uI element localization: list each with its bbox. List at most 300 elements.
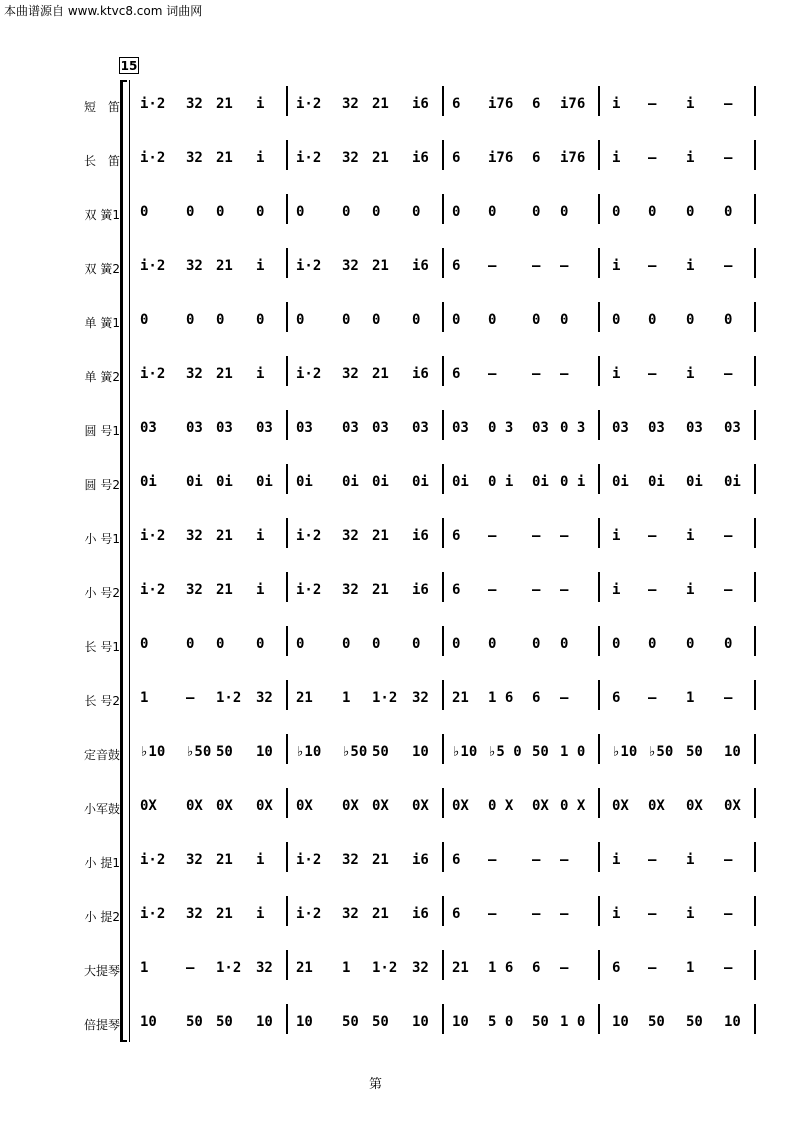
note-group: 0i — [412, 474, 429, 490]
note-group: i·2 — [296, 150, 322, 166]
note-group: 32 — [186, 906, 203, 922]
barline — [286, 464, 288, 494]
note-group: 0i — [372, 474, 389, 490]
note-group: 21 — [372, 366, 389, 382]
note-group: 21 — [216, 906, 233, 922]
note-group: 0 — [648, 636, 657, 652]
instrument-label: 长 号1 — [84, 640, 120, 654]
note-group: i — [256, 582, 265, 598]
watermark-text: 本曲谱源自 www.ktvc8.com 词曲网 — [4, 4, 203, 18]
note-group: 1·2 — [216, 960, 242, 976]
note-group: – — [724, 582, 733, 598]
note-group: 03 — [372, 420, 389, 436]
note-group: 1 — [342, 690, 351, 706]
note-group: 50 — [216, 1014, 233, 1030]
note-group: 0X — [296, 798, 313, 814]
note-group: – — [532, 258, 541, 274]
note-group: 0 i — [560, 474, 586, 490]
note-group: 0 — [140, 204, 149, 220]
note-group: i — [256, 366, 265, 382]
note-group: – — [560, 690, 569, 706]
note-group: i·2 — [140, 852, 166, 868]
barline — [286, 518, 288, 548]
note-group: – — [724, 852, 733, 868]
barline — [754, 86, 756, 116]
note-group: i6 — [412, 582, 429, 598]
note-group: 0 — [342, 204, 351, 220]
note-group: 0 — [532, 636, 541, 652]
note-group: i·2 — [140, 906, 166, 922]
barline — [442, 680, 444, 710]
barline — [286, 680, 288, 710]
note-group: 03 — [256, 420, 273, 436]
note-group: – — [648, 150, 657, 166]
note-group: 5 0 — [488, 1014, 514, 1030]
note-group: 0 — [648, 204, 657, 220]
note-group: 0i — [140, 474, 157, 490]
note-group: – — [186, 690, 195, 706]
note-group: i76 — [488, 96, 514, 112]
note-group: 1 6 — [488, 960, 514, 976]
note-group: – — [648, 582, 657, 598]
barline — [286, 734, 288, 764]
note-group: ♭10 — [296, 744, 322, 760]
note-group: 0 — [612, 312, 621, 328]
barline — [754, 194, 756, 224]
note-group: – — [532, 852, 541, 868]
barline — [598, 140, 600, 170]
staff-row — [0, 952, 792, 1006]
note-group: 03 — [724, 420, 741, 436]
note-group: – — [648, 906, 657, 922]
note-group: i — [256, 906, 265, 922]
note-group: i6 — [412, 366, 429, 382]
barline — [754, 410, 756, 440]
note-group: 0i — [724, 474, 741, 490]
note-group: i — [612, 366, 621, 382]
note-group: – — [648, 528, 657, 544]
note-group: 21 — [216, 366, 233, 382]
note-group: i·2 — [296, 528, 322, 544]
note-group: – — [186, 960, 195, 976]
note-group: 0 — [560, 204, 569, 220]
note-group: 6 — [452, 906, 461, 922]
barline — [442, 140, 444, 170]
note-group: – — [648, 852, 657, 868]
note-group: 03 — [686, 420, 703, 436]
instrument-label: 大提琴 — [83, 964, 120, 978]
note-group: 0 — [560, 312, 569, 328]
note-group: i — [612, 258, 621, 274]
note-group: – — [724, 690, 733, 706]
note-group: 1 0 — [560, 744, 586, 760]
note-group: 21 — [216, 582, 233, 598]
note-group: 03 — [296, 420, 313, 436]
instrument-label: 小 提1 — [84, 856, 120, 870]
barline — [286, 626, 288, 656]
note-group: 0X — [372, 798, 389, 814]
note-group: 0 — [488, 204, 497, 220]
barline — [442, 896, 444, 926]
note-group: – — [532, 582, 541, 598]
note-group: 0X — [532, 798, 549, 814]
note-group: i — [686, 150, 695, 166]
note-group: 10 — [724, 1014, 741, 1030]
note-group: 21 — [372, 528, 389, 544]
note-group: 0 — [372, 204, 381, 220]
note-group: 0X — [724, 798, 741, 814]
note-group: i — [256, 150, 265, 166]
note-group: i — [612, 582, 621, 598]
barline — [754, 140, 756, 170]
note-group: – — [532, 366, 541, 382]
note-group: 0 — [140, 312, 149, 328]
barline — [286, 842, 288, 872]
barline — [286, 896, 288, 926]
instrument-label: 小 提2 — [84, 910, 120, 924]
barline — [754, 356, 756, 386]
note-group: – — [560, 906, 569, 922]
barline — [442, 194, 444, 224]
note-group: – — [488, 852, 497, 868]
staff-row — [0, 682, 792, 736]
barline — [286, 248, 288, 278]
note-group: ♭50 — [186, 744, 212, 760]
note-group: 21 — [216, 258, 233, 274]
note-group: 1 — [686, 960, 695, 976]
note-group: i — [256, 258, 265, 274]
note-group: 32 — [342, 906, 359, 922]
note-group: 21 — [296, 690, 313, 706]
barline — [598, 1004, 600, 1034]
barline — [442, 734, 444, 764]
note-group: – — [488, 258, 497, 274]
note-group: 0i — [648, 474, 665, 490]
note-group: 32 — [186, 258, 203, 274]
note-group: – — [648, 960, 657, 976]
note-group: 21 — [216, 852, 233, 868]
note-group: i·2 — [296, 582, 322, 598]
note-group: 1·2 — [216, 690, 242, 706]
note-group: 03 — [216, 420, 233, 436]
note-group: 32 — [342, 150, 359, 166]
instrument-label: 长 笛 — [83, 154, 120, 168]
note-group: 0 — [452, 636, 461, 652]
note-group: – — [488, 582, 497, 598]
note-group: i·2 — [140, 150, 166, 166]
note-group: 6 — [452, 258, 461, 274]
barline — [286, 1004, 288, 1034]
note-group: 50 — [372, 744, 389, 760]
note-group: 0 — [216, 636, 225, 652]
note-group: 0i — [216, 474, 233, 490]
note-group: 0X — [412, 798, 429, 814]
note-group: 6 — [452, 528, 461, 544]
staff-row — [0, 574, 792, 628]
note-group: ♭50 — [342, 744, 368, 760]
note-group: 0 — [612, 204, 621, 220]
barline — [286, 572, 288, 602]
barline — [598, 734, 600, 764]
note-group: 21 — [452, 960, 469, 976]
note-group: i — [686, 582, 695, 598]
staff-row — [0, 844, 792, 898]
note-group: – — [560, 852, 569, 868]
barline — [598, 248, 600, 278]
staff-row — [0, 790, 792, 844]
note-group: 10 — [140, 1014, 157, 1030]
page-label: 第 — [369, 1077, 383, 1092]
note-group: 0 — [342, 312, 351, 328]
barline — [754, 248, 756, 278]
note-group: – — [488, 906, 497, 922]
note-group: 0 — [256, 204, 265, 220]
barline — [598, 356, 600, 386]
note-group: 0 — [452, 204, 461, 220]
note-group: 10 — [256, 1014, 273, 1030]
instrument-label: 长 号2 — [84, 694, 120, 708]
staff-row — [0, 142, 792, 196]
note-group: 32 — [186, 366, 203, 382]
note-group: 32 — [186, 528, 203, 544]
note-group: 0i — [296, 474, 313, 490]
note-group: 0i — [532, 474, 549, 490]
note-group: ♭50 — [648, 744, 674, 760]
note-group: 0 — [412, 312, 421, 328]
note-group: 0 X — [488, 798, 514, 814]
note-group: i6 — [412, 96, 429, 112]
barline — [598, 464, 600, 494]
barline — [286, 950, 288, 980]
note-group: i — [612, 852, 621, 868]
note-group: 21 — [296, 960, 313, 976]
instrument-label: 小军鼓 — [83, 802, 120, 816]
note-group: 0X — [140, 798, 157, 814]
barline — [754, 842, 756, 872]
note-group: 6 — [452, 582, 461, 598]
barline — [442, 842, 444, 872]
note-group: – — [560, 366, 569, 382]
note-group: 21 — [372, 150, 389, 166]
barline — [754, 1004, 756, 1034]
note-group: 6 — [452, 852, 461, 868]
note-group: 50 — [686, 1014, 703, 1030]
barline — [598, 86, 600, 116]
note-group: 0 — [342, 636, 351, 652]
note-group: i6 — [412, 852, 429, 868]
note-group: 03 — [186, 420, 203, 436]
barline — [598, 896, 600, 926]
note-group: – — [724, 960, 733, 976]
rehearsal-mark: 15 — [120, 59, 138, 73]
note-group: 1·2 — [372, 690, 398, 706]
staff-row — [0, 898, 792, 952]
note-group: 0 — [452, 312, 461, 328]
note-group: 0 — [186, 204, 195, 220]
note-group: 0i — [686, 474, 703, 490]
note-group: 0 — [256, 636, 265, 652]
note-group: 1 — [140, 960, 149, 976]
note-group: i6 — [412, 150, 429, 166]
note-group: ♭5 0 — [488, 744, 522, 760]
note-group: 0X — [452, 798, 469, 814]
note-group: i76 — [560, 96, 586, 112]
note-group: 32 — [412, 690, 429, 706]
note-group: 6 — [532, 150, 541, 166]
note-group: – — [724, 150, 733, 166]
note-group: i — [612, 528, 621, 544]
note-group: – — [648, 690, 657, 706]
barline — [754, 896, 756, 926]
note-group: i·2 — [140, 258, 166, 274]
note-group: 0 — [186, 636, 195, 652]
barline — [598, 680, 600, 710]
note-group: 0 — [686, 204, 695, 220]
note-group: i — [256, 852, 265, 868]
note-group: 0i — [452, 474, 469, 490]
barline — [754, 680, 756, 710]
staff-row — [0, 1006, 792, 1060]
note-group: 0X — [256, 798, 273, 814]
staff-row — [0, 250, 792, 304]
note-group: 50 — [532, 1014, 549, 1030]
note-group: 0 — [724, 636, 733, 652]
note-group: 0 — [532, 312, 541, 328]
barline — [286, 788, 288, 818]
note-group: i — [256, 528, 265, 544]
note-group: 0X — [648, 798, 665, 814]
note-group: 32 — [342, 366, 359, 382]
note-group: 03 — [342, 420, 359, 436]
barline — [442, 572, 444, 602]
note-group: 0X — [186, 798, 203, 814]
note-group: 0X — [342, 798, 359, 814]
instrument-label: 小 号2 — [84, 586, 120, 600]
barline — [598, 572, 600, 602]
note-group: 03 — [140, 420, 157, 436]
barline — [442, 626, 444, 656]
note-group: – — [560, 582, 569, 598]
note-group: 0i — [342, 474, 359, 490]
instrument-label: 单 簧2 — [84, 370, 120, 384]
instrument-label: 小 号1 — [84, 532, 120, 546]
instrument-label: 双 簧2 — [84, 262, 120, 276]
note-group: i·2 — [140, 528, 166, 544]
note-group: 0 — [296, 204, 305, 220]
note-group: i·2 — [296, 852, 322, 868]
note-group: 10 — [256, 744, 273, 760]
note-group: – — [648, 258, 657, 274]
note-group: 0 X — [560, 798, 586, 814]
note-group: 0 — [648, 312, 657, 328]
note-group: 32 — [186, 150, 203, 166]
note-group: 0 — [412, 204, 421, 220]
note-group: 32 — [342, 96, 359, 112]
barline — [598, 410, 600, 440]
note-group: ♭10 — [140, 744, 166, 760]
note-group: 21 — [216, 150, 233, 166]
note-group: i — [686, 852, 695, 868]
note-group: 21 — [372, 258, 389, 274]
barline — [598, 302, 600, 332]
note-group: 6 — [612, 960, 621, 976]
note-group: i — [686, 258, 695, 274]
note-group: ♭10 — [452, 744, 478, 760]
note-group: 6 — [532, 960, 541, 976]
note-group: – — [724, 96, 733, 112]
note-group: 03 — [612, 420, 629, 436]
note-group: 0i — [186, 474, 203, 490]
note-group: 0X — [216, 798, 233, 814]
barline — [598, 842, 600, 872]
note-group: 0 — [296, 636, 305, 652]
staff-row — [0, 412, 792, 466]
barline — [442, 302, 444, 332]
instrument-label: 双 簧1 — [84, 208, 120, 222]
barline — [442, 1004, 444, 1034]
note-group: 0 3 — [560, 420, 586, 436]
note-group: 10 — [412, 1014, 429, 1030]
note-group: 1 — [140, 690, 149, 706]
note-group: 10 — [412, 744, 429, 760]
note-group: 0 — [412, 636, 421, 652]
note-group: i76 — [560, 150, 586, 166]
note-group: 6 — [452, 150, 461, 166]
note-group: 6 — [452, 96, 461, 112]
barline — [598, 518, 600, 548]
note-group: i76 — [488, 150, 514, 166]
staff-row — [0, 466, 792, 520]
note-group: 03 — [452, 420, 469, 436]
barline — [754, 572, 756, 602]
instrument-label: 圆 号2 — [84, 478, 120, 492]
note-group: 21 — [216, 96, 233, 112]
barline — [442, 788, 444, 818]
note-group: 6 — [532, 690, 541, 706]
barline — [286, 410, 288, 440]
staff-row — [0, 736, 792, 790]
barline — [442, 248, 444, 278]
instrument-label: 倍提琴 — [83, 1018, 120, 1032]
note-group: i·2 — [140, 96, 166, 112]
note-group: 32 — [256, 690, 273, 706]
note-group: 32 — [186, 582, 203, 598]
barline — [286, 194, 288, 224]
note-group: – — [724, 366, 733, 382]
note-group: i·2 — [296, 906, 322, 922]
note-group: 0i — [612, 474, 629, 490]
note-group: 6 — [452, 366, 461, 382]
barline — [442, 410, 444, 440]
note-group: 21 — [452, 690, 469, 706]
note-group: i — [612, 150, 621, 166]
note-group: 21 — [372, 906, 389, 922]
note-group: i — [686, 96, 695, 112]
note-group: i — [612, 906, 621, 922]
note-group: i6 — [412, 906, 429, 922]
note-group: 50 — [686, 744, 703, 760]
barline — [442, 86, 444, 116]
note-group: 03 — [532, 420, 549, 436]
note-group: 32 — [256, 960, 273, 976]
note-group: 0 — [256, 312, 265, 328]
note-group: i·2 — [140, 582, 166, 598]
note-group: 21 — [372, 96, 389, 112]
barline — [286, 86, 288, 116]
note-group: 03 — [412, 420, 429, 436]
staff-row — [0, 196, 792, 250]
note-group: 0 — [372, 312, 381, 328]
